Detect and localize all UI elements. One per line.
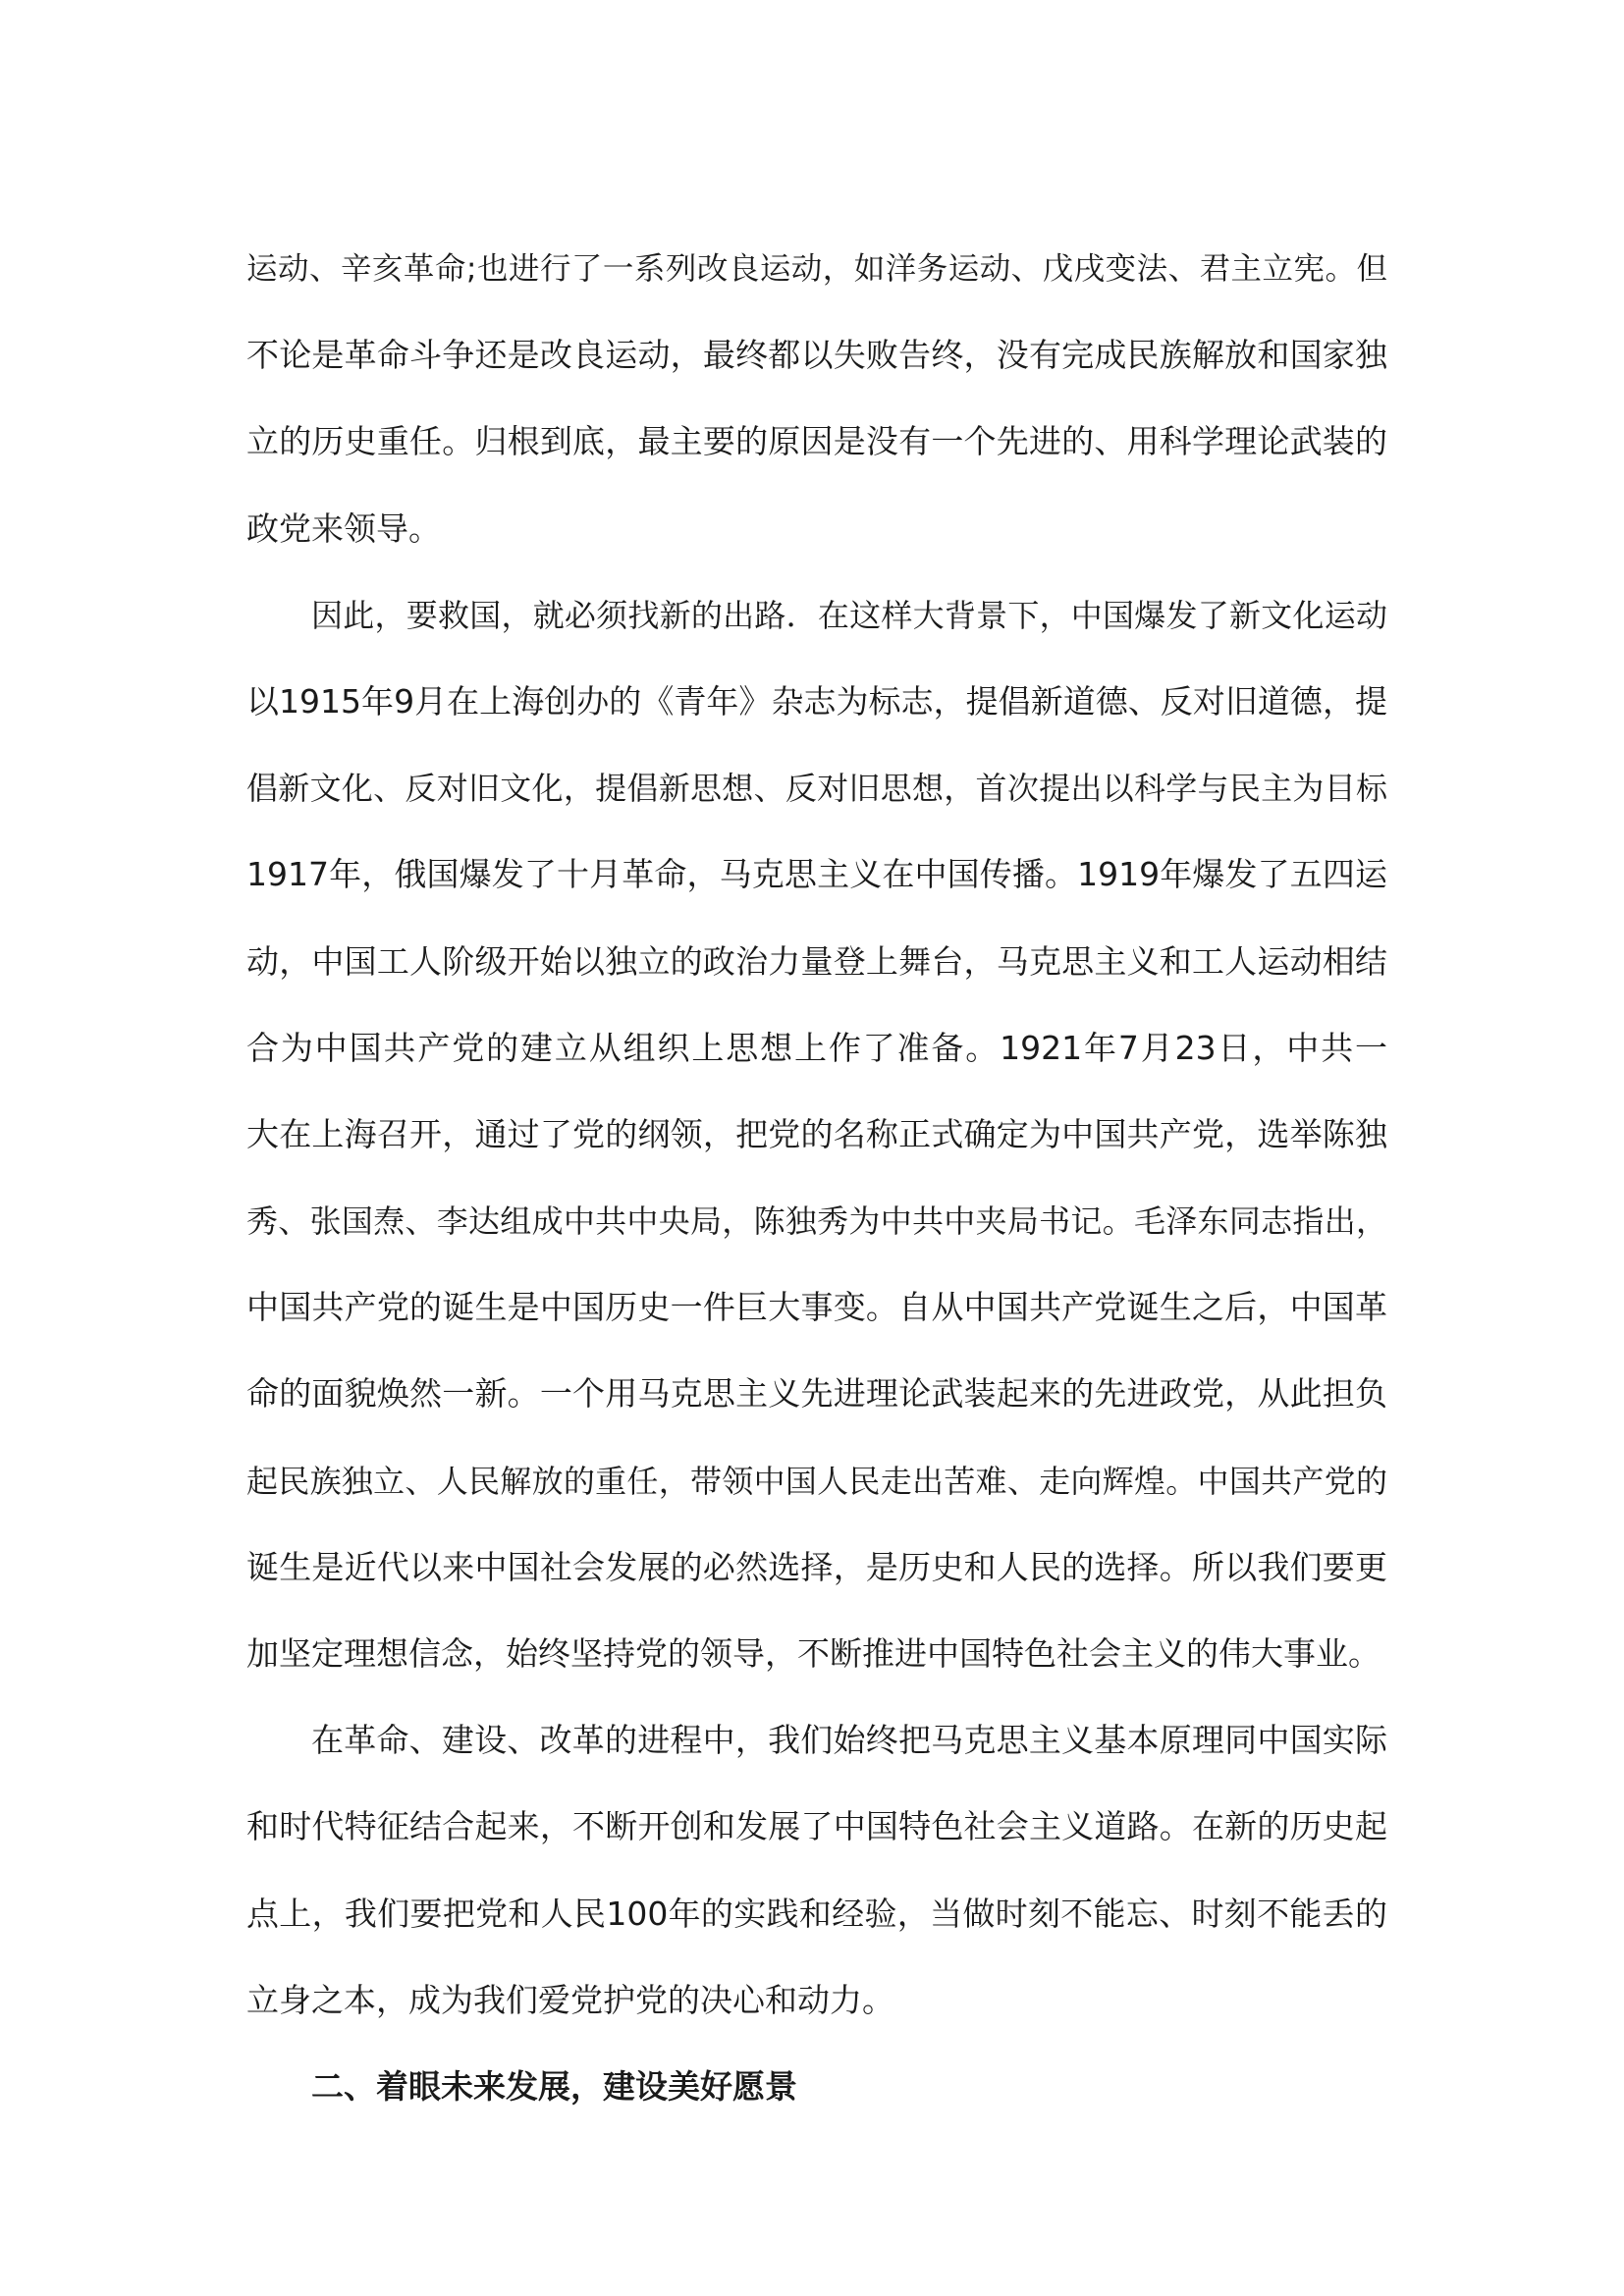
- text-line: 点上，我们要把党和人民100年的实践和经验，当做时刻不能忘、时刻不能丢的: [246, 1894, 1387, 1933]
- text-line: 立的历史重任。归根到底，最主要的原因是没有一个先进的、用科学理论武装的: [246, 422, 1387, 461]
- text-line: 大在上海召开，通过了党的纲领，把党的名称正式确定为中国共产党，选举陈独: [246, 1114, 1387, 1153]
- text-line: 合为中国共产党的建立从组织上思想上作了准备。1921年7月23日，中共一: [246, 1028, 1387, 1067]
- text-line: 诞生是近代以来中国社会发展的必然选择，是历史和人民的选择。所以我们要更: [246, 1547, 1387, 1586]
- text-line: 秀、张国焘、李达组成中共中央局，陈独秀为中共中夹局书记。毛泽东同志指出，: [246, 1202, 1387, 1241]
- text-line: 命的面貌焕然一新。一个用马克思主义先进理论武装起来的先进政党，从此担负: [246, 1374, 1387, 1414]
- document-body: [246, 226, 1387, 2130]
- section-heading: 二、着眼未来发展，建设美好愿景: [311, 2066, 797, 2106]
- text-line: 倡新文化、反对旧文化，提倡新思想、反对旧思想，首次提出以科学与民主为目标: [246, 770, 1387, 808]
- text-line: 以1915年9月在上海创办的《青年》杂志为标志，提倡新道德、反对旧道德，提: [246, 681, 1387, 721]
- text-line: 起民族独立、人民解放的重任，带领中国人民走出苦难、走向辉煌。中国共产党的: [246, 1462, 1387, 1500]
- text-line: 立身之本，成为我们爱党护党的决心和动力。: [246, 1980, 894, 2019]
- text-line: 动，中国工人阶级开始以独立的政治力量登上舞台，马克思主义和工人运动相结: [246, 941, 1387, 981]
- paragraph-3: [246, 1697, 1387, 2044]
- text-line: 运动、辛亥革命;也进行了一系列改良运动，如洋务运动、戊戌变法、君主立宪。但: [246, 251, 1387, 287]
- text-line: 1917年，俄国爆发了十月革命，马克思主义在中国传播。1919年爆发了五四运: [246, 855, 1387, 894]
- text-line: 政党来领导。: [246, 508, 441, 548]
- paragraph-1: [246, 226, 1387, 572]
- text-line: 和时代特征结合起来，不断开创和发展了中国特色社会主义道路。在新的历史起: [246, 1807, 1387, 1846]
- text-line: 加坚定理想信念，始终坚持党的领导，不断推进中国特色社会主义的伟大事业。: [246, 1634, 1380, 1673]
- text-line: 中国共产党的诞生是中国历史一件巨大事变。自从中国共产党诞生之后，中国革: [246, 1288, 1387, 1327]
- paragraph-2: [246, 572, 1387, 1697]
- text-line: 不论是革命斗争还是改良运动，最终都以失败告终，没有完成民族解放和国家独: [246, 336, 1387, 375]
- text-line: 在革命、建设、改革的进程中，我们始终把马克思主义基本原理同中国实际: [311, 1721, 1387, 1760]
- text-line: 因此，要救国，就必须找新的出路．在这样大背景下，中国爆发了新文化运动: [311, 596, 1387, 634]
